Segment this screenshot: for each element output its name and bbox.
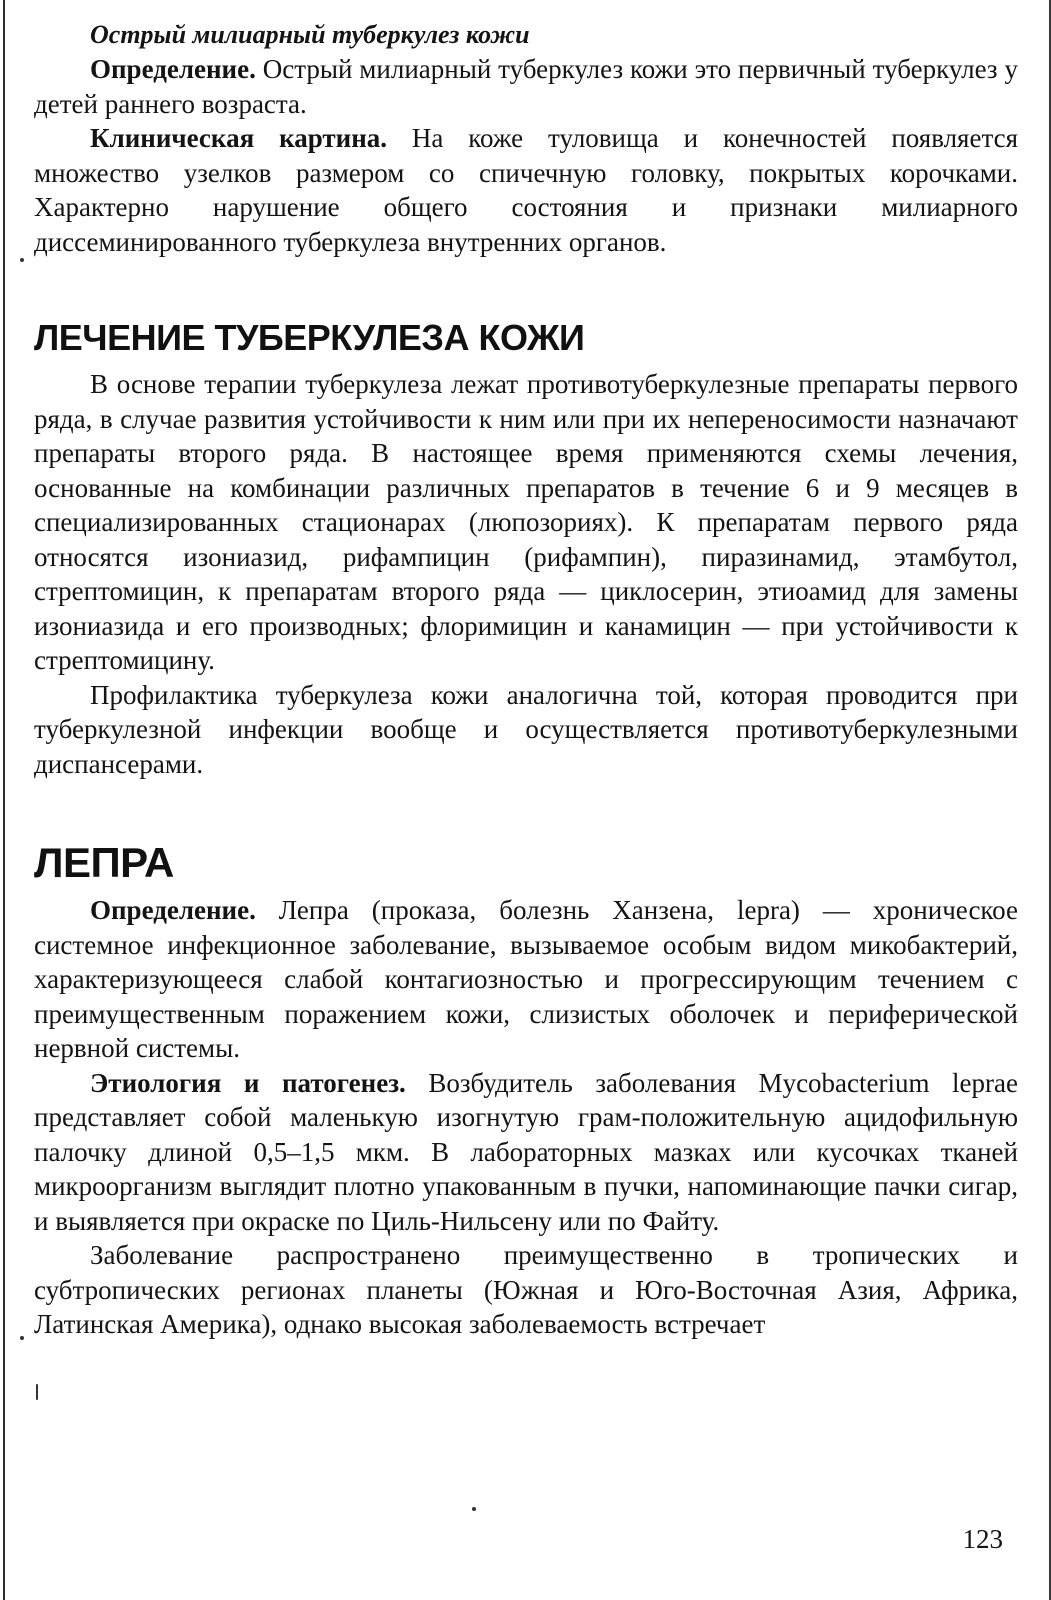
definition-label: Определение. — [90, 54, 256, 84]
clinical-label: Клиническая картина. — [90, 123, 388, 153]
treatment-paragraph-2: Профилактика туберкулеза кожи аналогична той, которая проводится при туберкулезной инфекции вообще и осуществляется противотуберкулезными диспансерами. — [34, 679, 1018, 779]
leprosy-definition-text: Лепра (проказа, болезнь Ханзена, lepra) — хроническое системное инфекционное заболевание, вызываемое особым видом микобактерий, характеризующееся слабой контагиозностью и прогрессирующим течением с преимущественным поражением кожи, слизистых оболочек и периферической нервной системы. — [34, 895, 1018, 1063]
treatment-paragraph-1: В основе терапии туберкулеза лежат противотуберкулезные препараты первого ряда, в случае развития устойчивости к ним или при их непереносимости назначают препараты второго ряда. В настоящее время применяются схемы лечения, основанные на комбинации различных препаратов в течение 6 и 9 месяцев в специализированных стационарах (люпозориях). К препаратам первого ряда относятся изониазид, рифампицин (рифампин), пиразинамид, этамбутол, стрептомицин, к препаратам второго ряда — циклосерин, этиоамид для замены изониазида и его производных; флоримицин и канамицин — при устойчивости к стрептомицину. — [34, 369, 1018, 675]
scan-speck — [472, 1507, 476, 1511]
etiology-paragraph — [34, 1066, 1018, 1239]
etiology-label: Этиология и патогенез. — [90, 1067, 406, 1098]
definition-text: Острый милиарный туберкулез кожи это первичный туберкулез у детей раннего возраста. — [34, 54, 1018, 119]
page-left-edge — [3, 0, 5, 1600]
etiology-text: Возбудитель заболевания Mycobacterium leprae представляет собой маленькую изогнутую грам-положительную ацидофильную палочку длиной 0,5–1,5 мкм. В лабораторных мазках или кусочках тканей микроорганизм выглядит плотно упакованным в пучки, напоминающие пачки сигар, и выявляется при окраске по Циль-Нильсену или по Файту. — [34, 1067, 1018, 1236]
leprosy-definition-label: Определение. — [90, 895, 256, 925]
scan-speck — [20, 1336, 24, 1340]
page-content — [34, 18, 1018, 1342]
leprosy-heading: ЛЕПРА — [34, 839, 174, 886]
scan-speck — [20, 258, 24, 262]
subsection-definition-paragraph — [34, 52, 1018, 121]
clinical-picture-paragraph — [34, 121, 1018, 259]
subsection-title: Острый милиарный туберкулез кожи — [90, 20, 530, 49]
treatment-heading: ЛЕЧЕНИЕ ТУБЕРКУЛЕЗА КОЖИ — [34, 317, 585, 358]
clinical-text: На коже туловища и конечностей появляется множество узелков размером со спичечную головку, покрытых корочками. Характерно нарушение общего состояния и признаки милиарного диссеминированного туберкулеза внутренних органов. — [34, 123, 1018, 257]
spread-paragraph: Заболевание распространено преимущественно в тропических и субтропических регионах планеты (Южная и Юго-Восточная Азия, Африка, Латинская Америка), однако высокая заболеваемость встречает — [34, 1240, 1018, 1339]
page-number: 123 — [962, 1524, 1003, 1554]
leprosy-definition-paragraph — [34, 893, 1018, 1066]
scan-speck — [36, 1384, 38, 1400]
